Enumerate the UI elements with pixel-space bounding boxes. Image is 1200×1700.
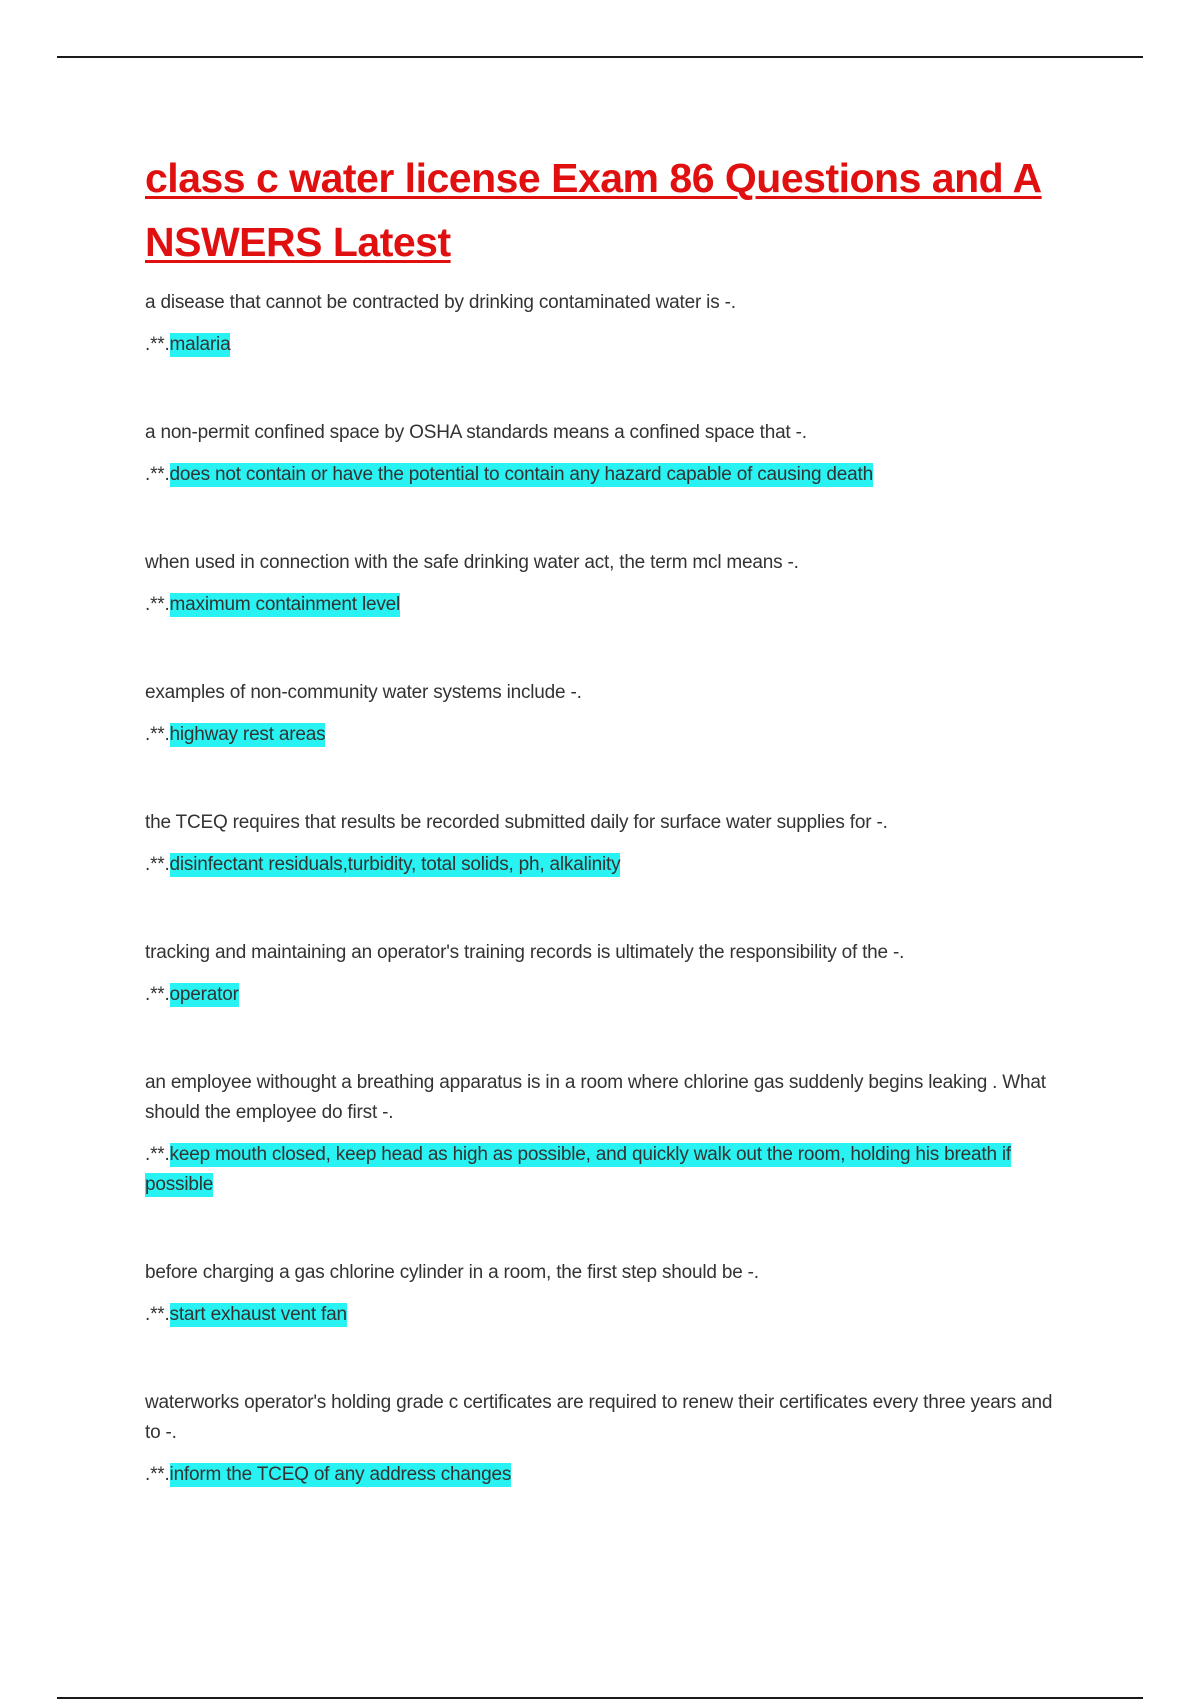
question-text: tracking and maintaining an operator's training records is ultimately the responsibility of the -. xyxy=(145,942,905,963)
question-text: when used in connection with the safe drinking water act, the term mcl means -. xyxy=(145,552,799,573)
answer-marker: .**. xyxy=(145,1144,170,1165)
answer-line xyxy=(145,590,1065,620)
qa-item xyxy=(145,1068,1065,1200)
answer-line xyxy=(145,850,1065,880)
answer-marker: .**. xyxy=(145,1464,170,1485)
answer-line xyxy=(145,330,1065,360)
answer-line xyxy=(145,1140,1065,1200)
answer-highlight: keep mouth closed, keep head as high as possible, and quickly walk out the room, holding his breath if possible xyxy=(145,1144,1012,1195)
answer-line xyxy=(145,1300,1065,1330)
answer-marker: .**. xyxy=(145,854,170,875)
question-text: the TCEQ requires that results be recorded submitted daily for surface water supplies for -. xyxy=(145,812,888,833)
answer-line xyxy=(145,980,1065,1010)
footer-rule xyxy=(57,1697,1143,1699)
question-text: examples of non-community water systems include -. xyxy=(145,682,582,703)
document-content xyxy=(145,146,1065,1548)
answer-highlight: maximum containment level xyxy=(169,594,401,615)
question-text: a non-permit confined space by OSHA standards means a confined space that -. xyxy=(145,422,807,443)
question-text: an employee withought a breathing apparatus is in a room where chlorine gas suddenly begins leaking . What should the employee do first -. xyxy=(145,1072,1046,1123)
answer-highlight: does not contain or have the potential to contain any hazard capable of causing death xyxy=(169,464,873,485)
qa-item xyxy=(145,418,1065,490)
answer-highlight: inform the TCEQ of any address changes xyxy=(169,1464,512,1485)
qa-item xyxy=(145,1258,1065,1330)
qa-item xyxy=(145,938,1065,1010)
qa-item xyxy=(145,678,1065,750)
answer-highlight: operator xyxy=(169,984,239,1005)
answer-marker: .**. xyxy=(145,334,170,355)
answer-marker: .**. xyxy=(145,984,170,1005)
answer-line xyxy=(145,1460,1065,1490)
answer-highlight: malaria xyxy=(169,334,231,355)
document-title: class c water license Exam 86 Questions and ANSWERS Latest xyxy=(145,155,1042,265)
answer-marker: .**. xyxy=(145,1304,170,1325)
question-text: a disease that cannot be contracted by drinking contaminated water is -. xyxy=(145,292,736,313)
answer-highlight: highway rest areas xyxy=(169,724,326,745)
question-text: waterworks operator's holding grade c certificates are required to renew their certificates every three years and to -. xyxy=(145,1392,1053,1443)
answer-line xyxy=(145,720,1065,750)
answer-highlight: start exhaust vent fan xyxy=(169,1304,347,1325)
qa-item xyxy=(145,288,1065,360)
question-text: before charging a gas chlorine cylinder in a room, the first step should be -. xyxy=(145,1262,759,1283)
answer-marker: .**. xyxy=(145,464,170,485)
answer-highlight: disinfectant residuals,turbidity, total solids, ph, alkalinity xyxy=(169,854,621,875)
answer-line xyxy=(145,460,1065,490)
answer-marker: .**. xyxy=(145,724,170,745)
header-rule xyxy=(57,56,1143,58)
answer-marker: .**. xyxy=(145,594,170,615)
qa-item xyxy=(145,1388,1065,1490)
qa-item xyxy=(145,808,1065,880)
qa-item xyxy=(145,548,1065,620)
